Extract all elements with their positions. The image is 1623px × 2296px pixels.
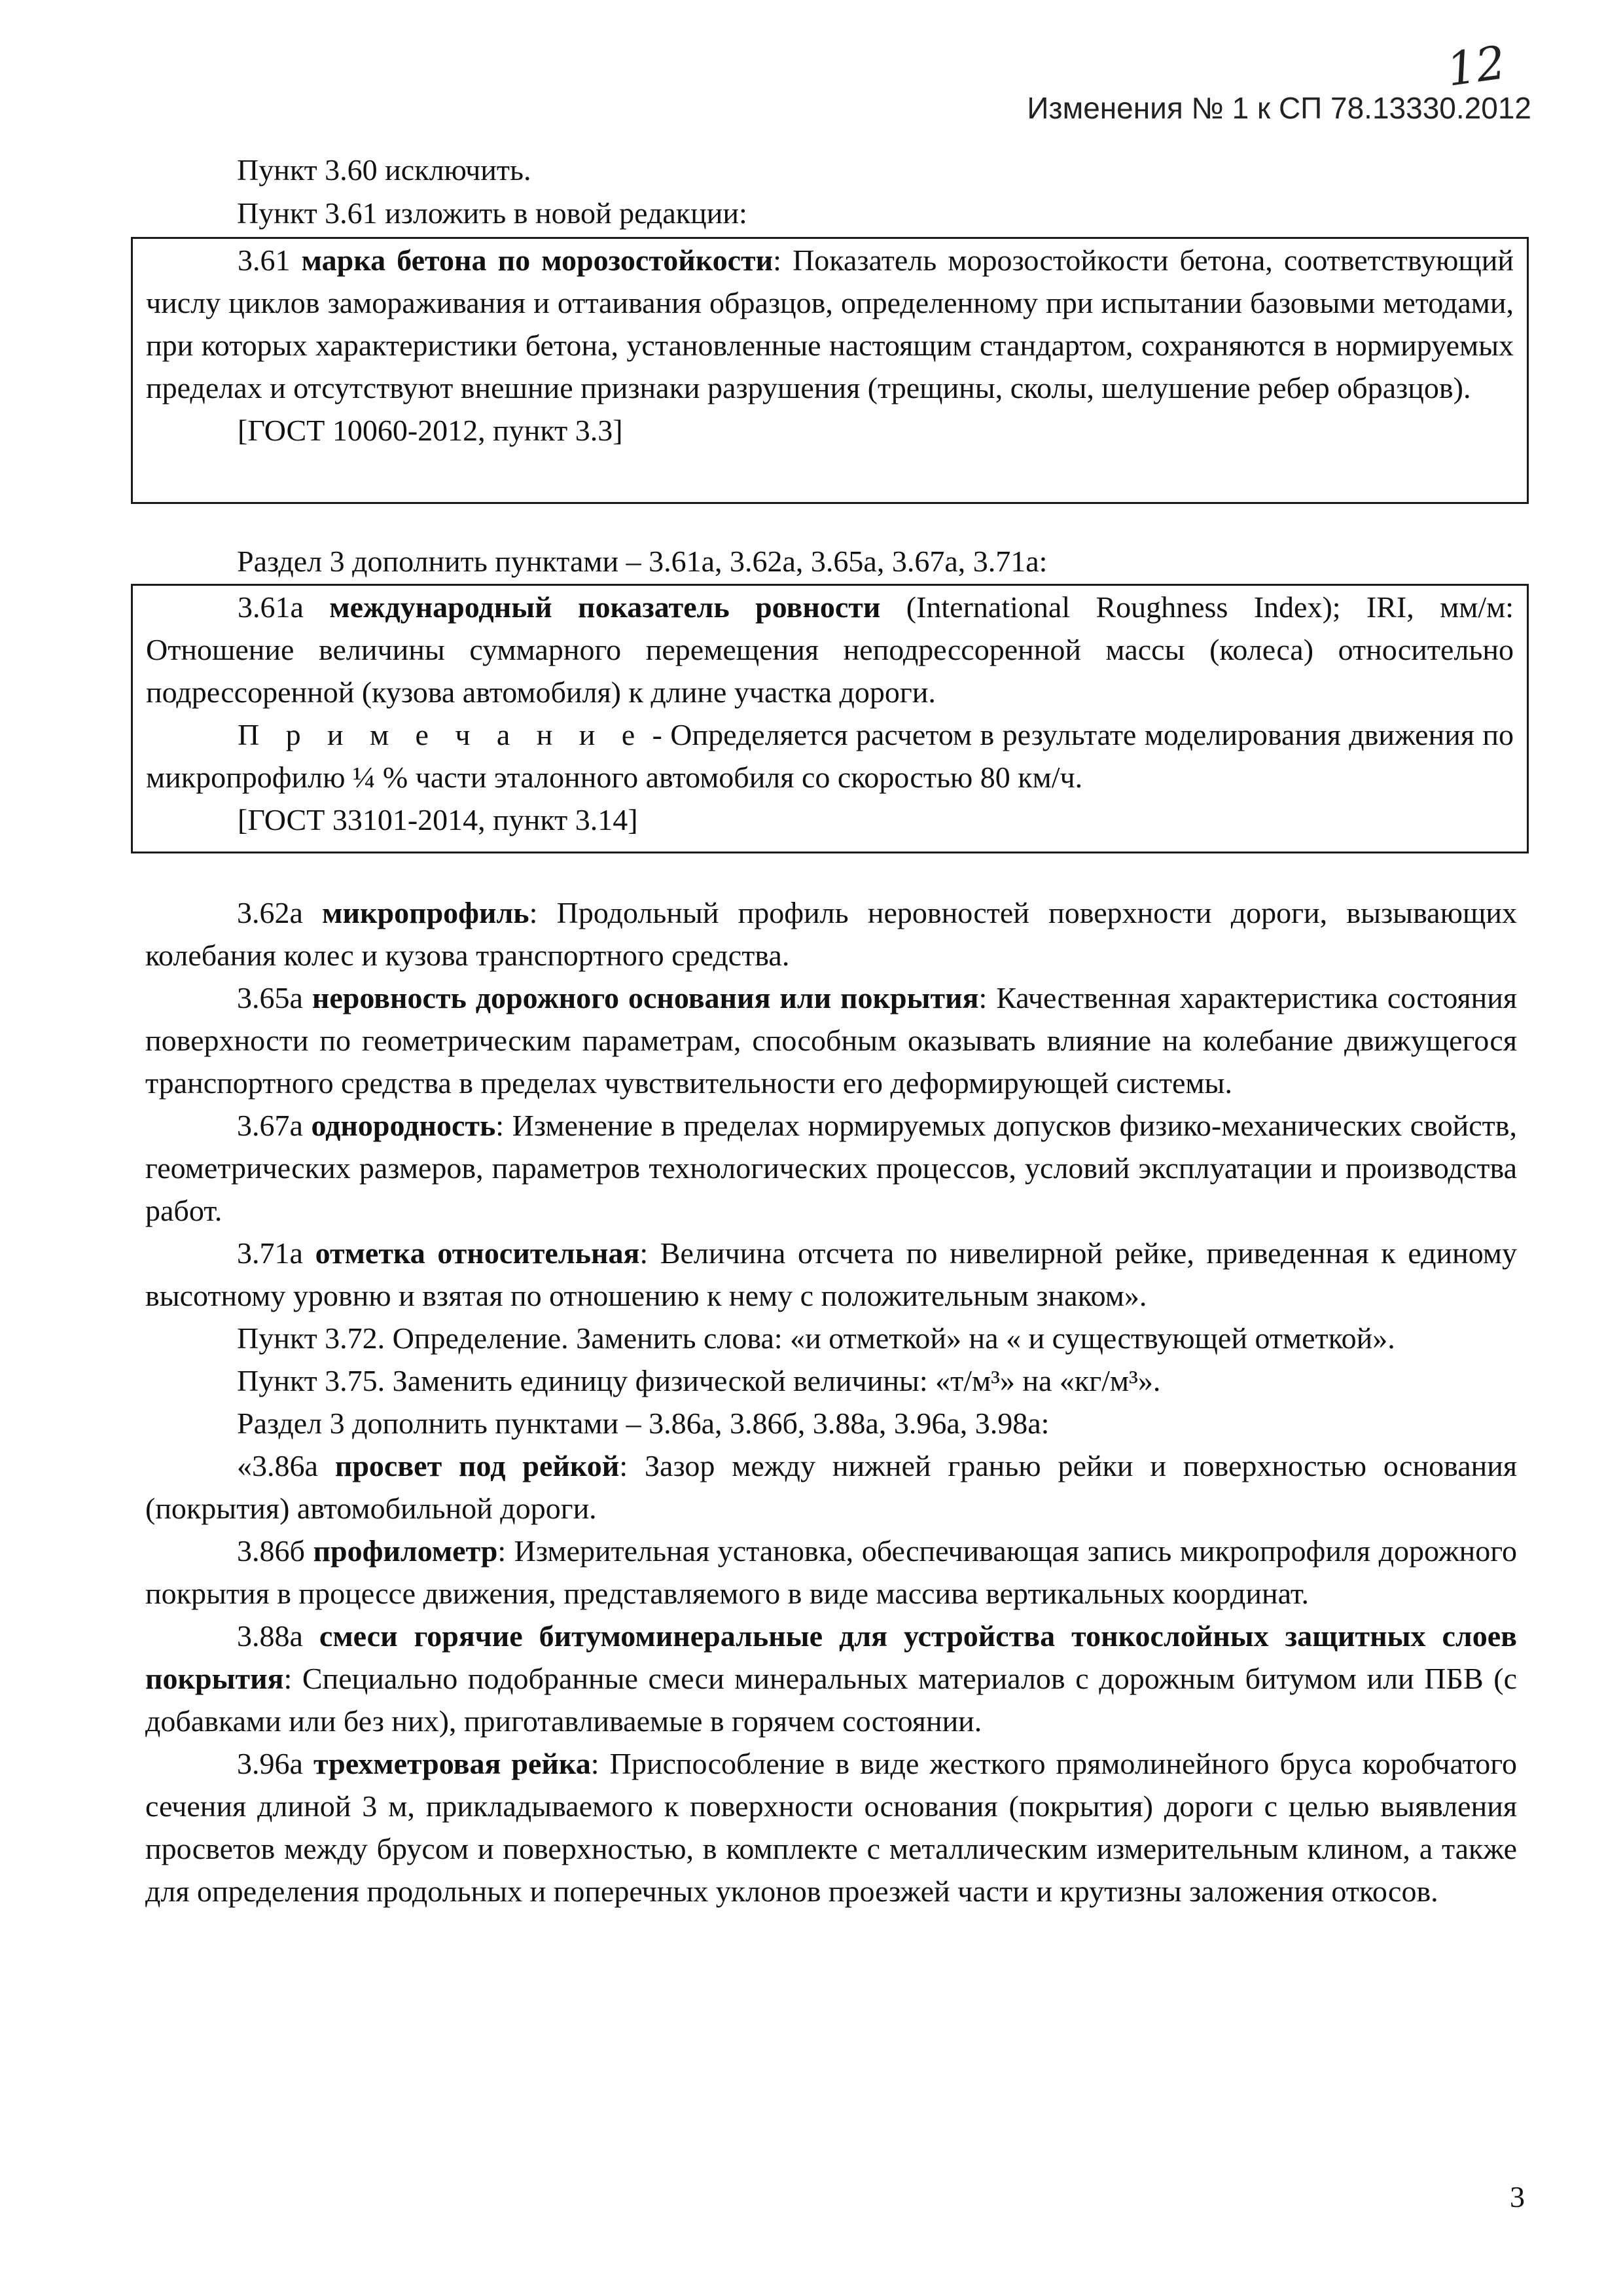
term-definition: (International Roughness Index); IRI, мм/м: Отношение величины суммарного перемещения неподрессоренной массы (колеса) относительно подрессоренной (кузова автомобиля) к длине участка дороги. — [146, 590, 1514, 709]
handwritten-page-number: 12 — [1443, 35, 1509, 97]
intro-line-2: Пункт 3.61 изложить в новой редакции: — [237, 196, 747, 230]
intro-line-1: Пункт 3.60 исключить. — [237, 153, 531, 187]
definition-item — [145, 977, 1517, 1104]
amendment-line: Раздел 3 дополнить пунктами – 3.86а, 3.86б, 3.88а, 3.96а, 3.98а: — [237, 1407, 1050, 1440]
definition-box-3-61 — [131, 237, 1529, 504]
term-title: трехметровая рейка — [313, 1747, 591, 1780]
definitions-list — [145, 891, 1517, 1912]
definition-item — [145, 1530, 1517, 1615]
term-number: 3.62а — [237, 896, 303, 929]
source-reference: [ГОСТ 10060-2012, пункт 3.3] — [238, 414, 623, 447]
term-number: 3.67а — [237, 1109, 303, 1142]
term-definition: : Качественная характеристика состояния поверхности по геометрическим параметрам, способным оказывать влияние на колебание движущегося транспортного средства в пределах чувствительности его деформирующей системы. — [145, 981, 1517, 1100]
definition-item — [145, 1232, 1517, 1317]
term-definition: : Показатель морозостойкости бетона, соответствующий числу циклов замораживания и оттаивания образцов, определенному при испытании базовыми методами, при которых характеристики бетона, установленные настоящим стандартом, сохраняются в нормируемых пределах и отсутствуют внешние признаки разрушения (трещины, сколы, шелушение ребер образцов). — [146, 243, 1514, 404]
term-title: микропрофиль — [322, 896, 529, 929]
definition-item — [145, 891, 1517, 977]
term-number: 3.96а — [237, 1747, 303, 1780]
note-label: П р и м е ч а н и е — [238, 718, 645, 751]
section-add-1: Раздел 3 дополнить пунктами – 3.61а, 3.62а, 3.65а, 3.67а, 3.71а: — [237, 545, 1048, 578]
term-title: однородность — [311, 1109, 496, 1142]
document-header: Изменения № 1 к СП 78.13330.2012 — [1027, 91, 1531, 125]
term-number: 3.86б — [237, 1534, 305, 1568]
term-title: отметка относительная — [315, 1236, 640, 1270]
term-title: марка бетона по морозостойкости — [301, 243, 774, 277]
definition-box-3-61a — [131, 584, 1529, 853]
term-definition: : Специально подобранные смеси минеральных материалов с дорожным битумом или ПБВ (с добавками или без них), приготавливаемые в горячем состоянии. — [145, 1662, 1517, 1738]
term-definition: : Изменение в пределах нормируемых допусков физико-механических свойств, геометрических размеров, параметров технологических процессов, условий эксплуатации и производства работ. — [145, 1109, 1517, 1227]
term-number: 3.65а — [237, 981, 303, 1014]
definition-paragraph — [133, 586, 1527, 713]
note-paragraph — [133, 713, 1527, 798]
definition-paragraph — [133, 239, 1527, 409]
term-title: просвет под рейкой — [334, 1449, 620, 1482]
note-text: - Определяется расчетом в результате моделирования движения по микропрофилю ¼ % части эталонного автомобиля со скоростью 80 км/ч. — [146, 718, 1514, 794]
definition-item — [145, 1742, 1517, 1912]
term-title: международный показатель ровности — [329, 590, 881, 624]
definition-item — [145, 1104, 1517, 1232]
term-title: смеси горячие битумоминеральные для устройства тонкослойных защитных слоев покрытия — [145, 1619, 1517, 1695]
page-number: 3 — [1510, 2180, 1525, 2214]
term-number: 3.61 — [238, 243, 291, 277]
source-reference: [ГОСТ 33101-2014, пункт 3.14] — [238, 803, 638, 836]
term-number: «3.86а — [237, 1449, 318, 1482]
definition-item — [145, 1615, 1517, 1742]
term-title: неровность дорожного основания или покрытия — [312, 981, 979, 1014]
term-number: 3.88а — [237, 1619, 303, 1653]
term-number: 3.61а — [238, 590, 304, 624]
definition-item — [145, 1444, 1517, 1530]
term-definition: : Приспособление в виде жесткого прямолинейного бруса коробчатого сечения длиной 3 м, прикладываемого к поверхности основания (покрытия) дороги с целью выявления просветов между брусом и поверхностью, в комплекте с металлическим измерительным клином, а также для определения продольных и поперечных уклонов проезжей части и крутизны заложения откосов. — [145, 1747, 1517, 1908]
term-definition: : Величина отсчета по нивелирной рейке, приведенная к единому высотному уровню и взятая по отношению к нему с положительным знаком». — [145, 1236, 1517, 1312]
term-definition: : Измерительная установка, обеспечивающая запись микропрофиля дорожного покрытия в процессе движения, представляемого в виде массива вертикальных координат. — [145, 1534, 1517, 1610]
amendment-line: Пункт 3.75. Заменить единицу физической величины: «т/м³» на «кг/м³». — [237, 1364, 1161, 1397]
term-number: 3.71а — [237, 1236, 303, 1270]
term-definition: : Продольный профиль неровностей поверхности дороги, вызывающих колебания колес и кузова транспортного средства. — [145, 896, 1518, 972]
term-definition: : Зазор между нижней гранью рейки и поверхностью основания (покрытия) автомобильной дороги. — [145, 1449, 1518, 1525]
amendment-line: Пункт 3.72. Определение. Заменить слова: «и отметкой» на « и существующей отметкой». — [237, 1321, 1395, 1355]
term-title: профилометр — [313, 1534, 498, 1568]
